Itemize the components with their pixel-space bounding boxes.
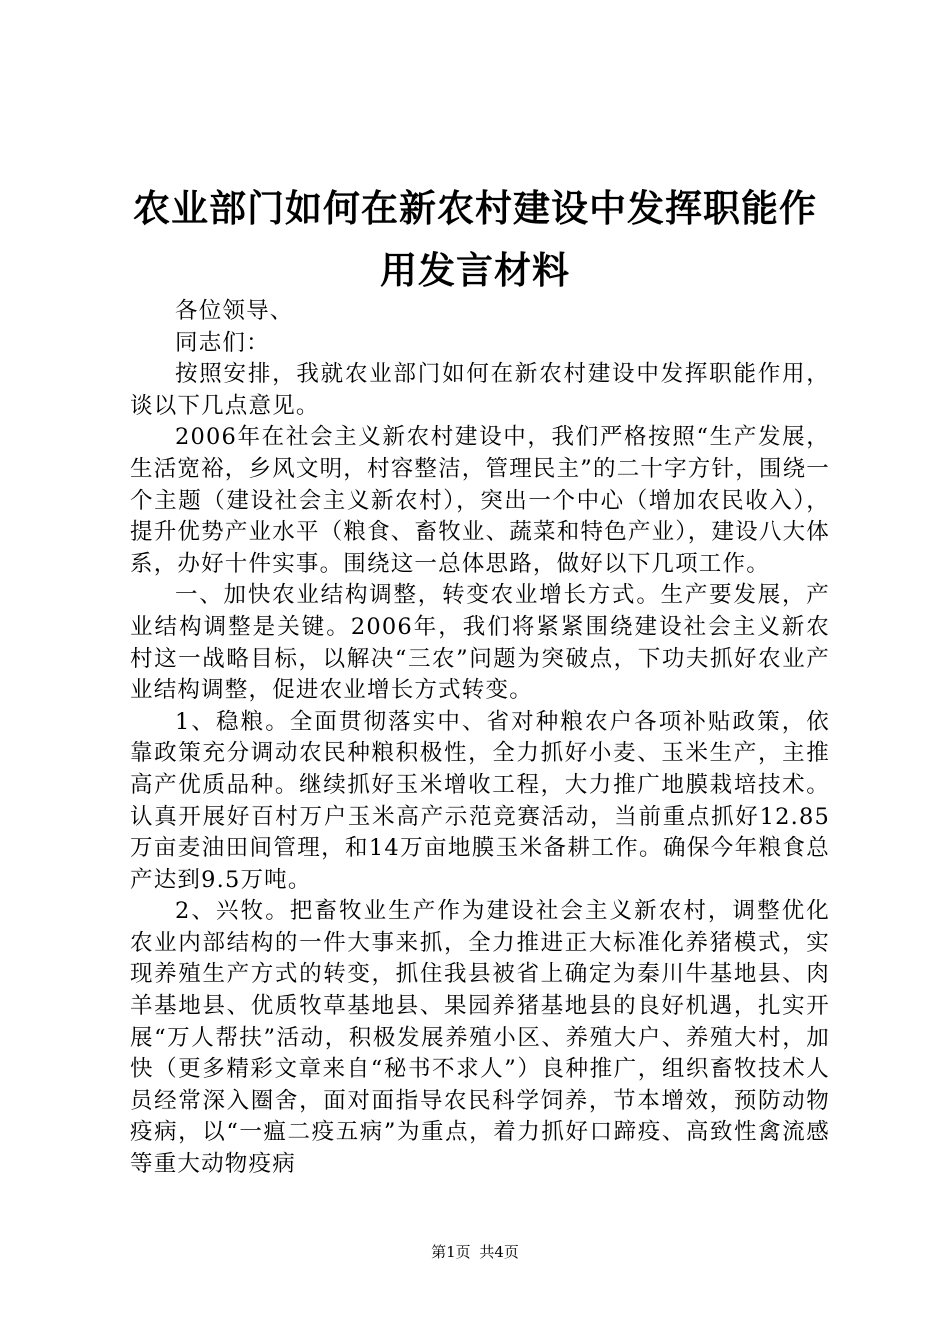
page-total: 共4页 bbox=[479, 1243, 519, 1261]
section-1-paragraph: 一、加快农业结构调整，转变农业增长方式。生产要发展，产业结构调整是关键。2006年，我们将紧紧围绕建设社会主义新农村这一战略目标，以解决“三农”问题为突破点，下功夫抓好农业产业结构调整，促进农业增长方式转变。 bbox=[130, 582, 830, 704]
salutation-line-1: 各位领导、 bbox=[175, 298, 294, 324]
document-title: 农业部门如何在新农村建设中发挥职能作用发言材料 bbox=[133, 187, 817, 292]
item-2-paragraph: 2、兴牧。把畜牧业生产作为建设社会主义新农村，调整优化农业内部结构的一件大事来抓，全力推进正大标准化养猪模式，实现养殖生产方式的转变，抓住我县被省上确定为秦川牛基地县、肉羊基地县、优质牧草基地县、果园养猪基地县的良好机遇，扎实开展“万人帮扶”活动，积极发展养殖小区、养殖大户、养殖大村，加快（更多精彩文章来自“秘书不求人”）良种推广，组织畜牧技术人员经常深入圈舍，面对面指导农民科学饲养，节本增效，预防动物疫病，以“一瘟二疫五病”为重点，着力抓好口蹄疫、高致性禽流感等重大动物疫病 bbox=[130, 898, 830, 1178]
overview-paragraph: 2006年在社会主义新农村建设中，我们严格按照“生产发展，生活宽裕，乡风文明，村容整洁，管理民主”的二十字方针，围绕一个主题（建设社会主义新农村），突出一个中心（增加农民收入），提升优势产业水平（粮食、畜牧业、蔬菜和特色产业），建设八大体系，办好十件实事。围绕这一总体思路，做好以下几项工作。 bbox=[130, 424, 831, 577]
salutation-line-2: 同志们： bbox=[175, 329, 270, 356]
intro-paragraph: 按照安排，我就农业部门如何在新农村建设中发挥职能作用，谈以下几点意见。 bbox=[130, 361, 830, 419]
item-1-paragraph: 1、稳粮。全面贯彻落实中、省对种粮农户各项补贴政策，依靠政策充分调动农民种粮积极性，全力抓好小麦、玉米生产，主推高产优质品种。继续抓好玉米增收工程，大力推广地膜栽培技术。认真开展好百村万户玉米高产示范竞赛活动，当前重点抓好12.85万亩麦油田间管理，和14万亩地膜玉米备耕工作。确保今年粮食总产达到9.5万吨。 bbox=[130, 708, 830, 893]
document-body bbox=[130, 296, 830, 1181]
page-footer bbox=[0, 1242, 950, 1262]
page-number: 第1页 bbox=[431, 1243, 471, 1261]
